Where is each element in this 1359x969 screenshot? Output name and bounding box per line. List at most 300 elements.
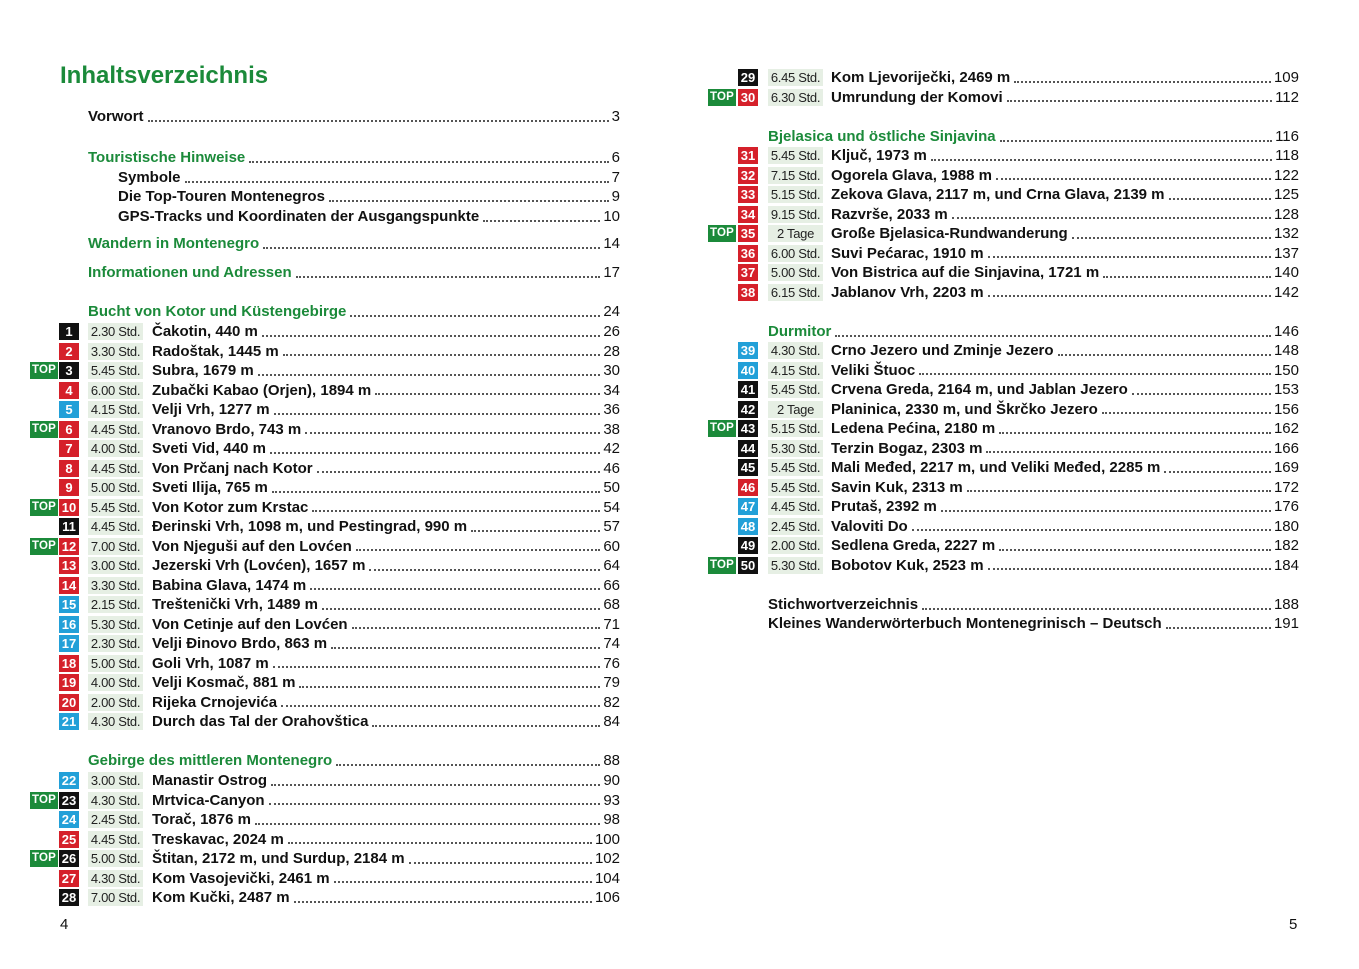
tour-title-row	[152, 693, 620, 713]
tour-number-badge: 23	[59, 792, 79, 809]
dot-leader	[322, 608, 600, 610]
tour-number-badge: 46	[738, 479, 758, 496]
entry-page-number: 150	[1273, 361, 1299, 379]
tour-duration: 3.30 Std.	[88, 343, 143, 360]
entry-page-number: 90	[603, 772, 620, 789]
tour-number-badge: 43	[738, 420, 758, 437]
tour-title-row	[152, 556, 620, 576]
dot-leader	[305, 432, 600, 434]
tour-entry[interactable]	[0, 322, 679, 342]
entry-page-number: 64	[603, 557, 620, 574]
entry-label: Sveti Vid, 440 m	[152, 440, 266, 457]
tour-duration: 2.45 Std.	[88, 811, 143, 828]
dot-leader	[1132, 393, 1271, 395]
tour-duration: 5.30 Std.	[768, 440, 823, 457]
toc-section-kotor[interactable]	[88, 302, 620, 322]
entry-label: Terzin Bogaz, 2303 m	[831, 439, 983, 457]
tour-duration: 3.00 Std.	[88, 557, 143, 574]
tour-title-row	[152, 615, 620, 635]
tour-entry[interactable]	[680, 517, 1359, 537]
dot-leader	[931, 159, 1272, 161]
tour-title-row	[831, 68, 1299, 88]
tour-entry[interactable]	[0, 517, 679, 537]
entry-label: Planinica, 2330 m, und Škrčko Jezero	[831, 400, 1098, 418]
tour-entry[interactable]	[0, 576, 679, 596]
dot-leader	[1169, 198, 1271, 200]
dot-leader	[294, 901, 592, 903]
entry-page-number: 36	[603, 401, 620, 418]
tour-entry[interactable]	[0, 771, 679, 791]
dot-leader	[258, 374, 601, 376]
tour-title-row	[152, 791, 620, 811]
dot-leader	[262, 335, 600, 337]
tour-duration: 5.45 Std.	[768, 381, 823, 398]
entry-label: Kom Ljevoriječki, 2469 m	[831, 69, 1011, 86]
entry-label: GPS-Tracks und Koordinaten der Ausgangspunkte	[118, 208, 480, 225]
tour-entry[interactable]	[0, 615, 679, 635]
page-number-right: 5	[1289, 916, 1298, 933]
tour-duration: 2.45 Std.	[768, 518, 823, 535]
entry-page-number: 109	[1273, 69, 1299, 86]
entry-label: Štitan, 2172 m, und Surdup, 2184 m	[152, 850, 405, 867]
tour-title-row	[831, 224, 1299, 244]
tour-entry[interactable]	[0, 654, 679, 674]
entry-page-number: 60	[603, 537, 620, 555]
entry-page-number: 30	[603, 362, 620, 379]
dot-leader	[271, 784, 600, 786]
dot-leader	[912, 529, 1271, 531]
entry-label: Vorwort	[88, 108, 144, 125]
tour-number-badge: 5	[59, 401, 79, 418]
tour-entry[interactable]	[0, 439, 679, 459]
dot-leader	[409, 862, 592, 864]
dot-leader	[269, 803, 601, 805]
tour-number-badge: 24	[59, 811, 79, 828]
entry-label: Suvi Pećarac, 1910 m	[831, 244, 984, 262]
entry-page-number: 169	[1273, 459, 1299, 476]
tour-number-badge: 47	[738, 498, 758, 515]
tour-title-row	[831, 263, 1299, 283]
tour-entry[interactable]	[680, 439, 1359, 459]
entry-page-number: 26	[603, 323, 620, 340]
tour-number-badge: 28	[59, 889, 79, 906]
entry-label: Zekova Glava, 2117 m, und Crna Glava, 2139 m	[831, 186, 1165, 203]
tour-title-row	[152, 634, 620, 654]
tour-duration: 4.45 Std.	[88, 460, 143, 477]
dot-leader	[375, 393, 600, 395]
entry-label: Crvena Greda, 2164 m, und Jablan Jezero	[831, 381, 1128, 398]
entry-page-number: 98	[603, 811, 620, 828]
entry-label: Informationen und Adressen	[88, 264, 292, 281]
entry-page-number: 191	[1273, 615, 1299, 632]
dot-leader	[310, 588, 600, 590]
tour-entry[interactable]	[680, 478, 1359, 498]
dot-leader	[273, 666, 601, 668]
dot-leader	[1058, 354, 1271, 356]
entry-page-number: 142	[1273, 283, 1299, 301]
entry-page-number: 76	[603, 654, 620, 672]
entry-label: Ključ, 1973 m	[831, 147, 927, 164]
dot-leader	[356, 549, 601, 551]
top-tour-badge: TOP	[30, 421, 58, 438]
tour-title-row	[831, 439, 1299, 459]
tour-entry[interactable]	[0, 830, 679, 850]
dot-leader	[283, 354, 601, 356]
tour-number-badge: 8	[59, 460, 79, 477]
dot-leader	[334, 881, 592, 883]
dot-leader	[299, 686, 600, 688]
tour-entry[interactable]	[680, 166, 1359, 186]
dot-leader	[272, 491, 600, 493]
tour-duration: 2.00 Std.	[768, 537, 823, 554]
dot-leader	[922, 608, 1271, 610]
tour-title-row	[831, 556, 1299, 576]
tour-title-row	[152, 888, 620, 908]
toc-entry[interactable]	[118, 187, 620, 207]
entry-page-number: 3	[611, 108, 620, 125]
entry-page-number: 14	[603, 235, 620, 252]
toc-section-entry[interactable]	[88, 234, 620, 254]
tour-entry[interactable]	[680, 224, 1359, 244]
dot-leader	[988, 295, 1271, 297]
tour-entry[interactable]	[680, 361, 1359, 381]
tour-duration: 6.30 Std.	[768, 89, 823, 106]
dot-leader	[350, 315, 600, 317]
tour-number-badge: 1	[59, 323, 79, 340]
tour-entry[interactable]	[680, 400, 1359, 420]
entry-label: Razvrše, 2033 m	[831, 205, 948, 223]
toc-section-mid[interactable]	[88, 751, 620, 771]
entry-label: Kleines Wanderwörterbuch Montenegrinisch – Deutsch	[768, 615, 1162, 632]
tour-entry[interactable]	[0, 849, 679, 869]
tour-duration: 5.30 Std.	[768, 557, 823, 574]
entry-page-number: 84	[603, 713, 620, 730]
tour-entry[interactable]	[0, 693, 679, 713]
tour-duration: 5.45 Std.	[768, 479, 823, 496]
dot-leader	[185, 181, 609, 183]
tour-duration: 4.30 Std.	[88, 792, 143, 809]
tour-number-badge: 31	[738, 147, 758, 164]
tour-number-badge: 42	[738, 401, 758, 418]
entry-page-number: 104	[594, 869, 620, 887]
tour-title-row	[152, 537, 620, 557]
entry-page-number: 7	[611, 169, 620, 186]
tour-entry[interactable]	[0, 459, 679, 479]
tour-number-badge: 37	[738, 264, 758, 281]
tour-duration: 4.15 Std.	[768, 362, 823, 379]
dot-leader	[372, 725, 600, 727]
dot-leader	[999, 549, 1271, 551]
entry-label: Treskavac, 2024 m	[152, 830, 284, 848]
entry-page-number: 137	[1273, 244, 1299, 262]
entry-label: Radoštak, 1445 m	[152, 342, 279, 360]
dot-leader	[1166, 627, 1271, 629]
tour-title-row	[831, 244, 1299, 264]
tour-entry[interactable]	[0, 595, 679, 615]
tour-number-badge: 17	[59, 635, 79, 652]
entry-page-number: 66	[603, 576, 620, 594]
tour-entry[interactable]	[680, 380, 1359, 400]
tour-entry[interactable]	[680, 205, 1359, 225]
top-tour-badge: TOP	[30, 850, 58, 867]
dot-leader	[1007, 100, 1272, 102]
toc-entry[interactable]	[768, 614, 1299, 634]
tour-number-badge: 15	[59, 596, 79, 613]
tour-entry[interactable]	[0, 498, 679, 518]
tour-entry[interactable]	[0, 869, 679, 889]
entry-page-number: 162	[1273, 420, 1299, 437]
tour-entry[interactable]	[680, 185, 1359, 205]
entry-page-number: 100	[594, 830, 620, 848]
dot-leader	[967, 490, 1271, 492]
tour-title-row	[831, 517, 1299, 537]
tour-title-row	[152, 459, 620, 479]
entry-label: Bucht von Kotor und Küstengebirge	[88, 303, 347, 320]
dot-leader	[941, 510, 1271, 512]
dot-leader	[249, 161, 608, 163]
entry-label: Sveti Ilija, 765 m	[152, 479, 268, 496]
entry-page-number: 82	[603, 693, 620, 711]
tour-entry[interactable]	[680, 88, 1359, 108]
tour-entry[interactable]	[0, 634, 679, 654]
entry-label: Von Kotor zum Krstac	[152, 498, 309, 516]
tour-entry[interactable]	[680, 419, 1359, 439]
dot-leader	[919, 373, 1271, 375]
entry-page-number: 50	[603, 479, 620, 496]
entry-page-number: 6	[611, 149, 620, 166]
top-tour-badge: TOP	[708, 225, 736, 242]
tour-entry[interactable]	[0, 537, 679, 557]
entry-label: Kom Vasojevički, 2461 m	[152, 869, 330, 887]
top-tour-badge: TOP	[708, 89, 736, 106]
tour-entry[interactable]	[680, 536, 1359, 556]
tour-title-row	[152, 654, 620, 674]
tour-number-badge: 39	[738, 342, 758, 359]
tour-entry[interactable]	[0, 791, 679, 811]
tour-entry[interactable]	[0, 712, 679, 732]
entry-page-number: 68	[603, 596, 620, 613]
entry-label: Velji Vrh, 1277 m	[152, 401, 270, 418]
entry-label: Ogorela Glava, 1988 m	[831, 166, 992, 184]
tour-duration: 4.30 Std.	[88, 713, 143, 730]
dot-leader	[270, 452, 600, 454]
entry-label: Ledena Pećina, 2180 m	[831, 420, 996, 437]
tour-duration: 5.45 Std.	[88, 362, 143, 379]
entry-page-number: 148	[1273, 342, 1299, 359]
entry-page-number: 166	[1273, 439, 1299, 457]
tour-number-badge: 29	[738, 69, 758, 86]
tour-duration: 2.30 Std.	[88, 323, 143, 340]
entry-page-number: 125	[1273, 186, 1299, 203]
tour-number-badge: 44	[738, 440, 758, 457]
tour-number-badge: 35	[738, 225, 758, 242]
tour-title-row	[152, 498, 620, 518]
tour-entry[interactable]	[680, 244, 1359, 264]
tour-duration: 4.15 Std.	[88, 401, 143, 418]
entry-label: Mali Međed, 2217 m, und Veliki Međed, 2285 m	[831, 459, 1161, 476]
tour-entry[interactable]	[0, 342, 679, 362]
dot-leader	[1102, 412, 1271, 414]
dot-leader	[312, 510, 600, 512]
tour-duration: 5.15 Std.	[768, 420, 823, 437]
tour-title-row	[831, 205, 1299, 225]
entry-label: Stichwortverzeichnis	[768, 596, 919, 613]
dot-leader	[835, 335, 1271, 337]
toc-entry[interactable]	[118, 168, 620, 188]
tour-number-badge: 32	[738, 167, 758, 184]
page-number-left: 4	[60, 916, 69, 933]
dot-leader	[1164, 471, 1271, 473]
toc-section-entry[interactable]	[88, 148, 620, 168]
tour-duration: 6.00 Std.	[88, 382, 143, 399]
tour-title-row	[831, 497, 1299, 517]
toc-entry[interactable]	[88, 107, 620, 127]
entry-page-number: 42	[603, 440, 620, 457]
tour-duration: 4.00 Std.	[88, 440, 143, 457]
tour-number-badge: 19	[59, 674, 79, 691]
entry-label: Prutaš, 2392 m	[831, 498, 937, 515]
toc-section-durmitor[interactable]	[768, 322, 1299, 342]
entry-label: Zubački Kabao (Orjen), 1894 m	[152, 381, 372, 399]
entry-page-number: 34	[603, 381, 620, 399]
tour-duration: 2 Tage	[768, 401, 823, 418]
tour-duration: 4.00 Std.	[88, 674, 143, 691]
entry-label: Symbole	[118, 169, 181, 186]
toc-section-bjelasica[interactable]	[768, 127, 1299, 147]
tour-number-badge: 21	[59, 713, 79, 730]
tour-number-badge: 27	[59, 870, 79, 887]
tour-number-badge: 40	[738, 362, 758, 379]
toc-entry[interactable]	[768, 595, 1299, 615]
tour-number-badge: 6	[59, 421, 79, 438]
top-tour-badge: TOP	[30, 538, 58, 555]
tour-number-badge: 48	[738, 518, 758, 535]
tour-entry[interactable]	[0, 361, 679, 381]
tour-duration: 2.00 Std.	[88, 694, 143, 711]
entry-label: Goli Vrh, 1087 m	[152, 654, 269, 672]
entry-page-number: 106	[594, 889, 620, 906]
dot-leader	[483, 220, 600, 222]
entry-label: Wandern in Montenegro	[88, 235, 260, 252]
tour-number-badge: 22	[59, 772, 79, 789]
tour-number-badge: 41	[738, 381, 758, 398]
dot-leader	[263, 247, 600, 249]
entry-page-number: 180	[1273, 517, 1299, 535]
tour-number-badge: 34	[738, 206, 758, 223]
tour-entry[interactable]	[680, 458, 1359, 478]
entry-label: Đerinski Vrh, 1098 m, und Pestingrad, 990 m	[152, 518, 468, 535]
tour-title-row	[831, 185, 1299, 205]
tour-duration: 3.00 Std.	[88, 772, 143, 789]
tour-duration: 6.00 Std.	[768, 245, 823, 262]
tour-title-row	[152, 361, 620, 381]
tour-entry[interactable]	[0, 400, 679, 420]
entry-page-number: 9	[611, 188, 620, 205]
tour-number-badge: 13	[59, 557, 79, 574]
dot-leader	[1072, 237, 1271, 239]
toc-entry[interactable]	[118, 207, 620, 227]
entry-page-number: 132	[1273, 225, 1299, 242]
entry-label: Babina Glava, 1474 m	[152, 576, 307, 594]
entry-label: Große Bjelasica-Rundwanderung	[831, 225, 1068, 242]
tour-entry[interactable]	[0, 420, 679, 440]
entry-page-number: 140	[1273, 264, 1299, 281]
tour-title-row	[831, 146, 1299, 166]
tour-entry[interactable]	[0, 381, 679, 401]
tour-title-row	[152, 712, 620, 732]
tour-number-badge: 7	[59, 440, 79, 457]
tour-title-row	[152, 420, 620, 440]
tour-entry[interactable]	[680, 497, 1359, 517]
entry-label: Velji Kosmač, 881 m	[152, 674, 296, 691]
tour-title-row	[831, 536, 1299, 556]
toc-section-entry[interactable]	[88, 263, 620, 283]
tour-title-row	[831, 380, 1299, 400]
tour-title-row	[152, 595, 620, 615]
tour-number-badge: 18	[59, 655, 79, 672]
entry-label: Bjelasica und östliche Sinjavina	[768, 128, 996, 145]
top-tour-badge: TOP	[30, 362, 58, 379]
entry-page-number: 172	[1273, 478, 1299, 496]
entry-label: Torač, 1876 m	[152, 811, 251, 828]
entry-label: Jezerski Vrh (Lovćen), 1657 m	[152, 557, 366, 574]
tour-entry[interactable]	[680, 146, 1359, 166]
tour-entry[interactable]	[0, 888, 679, 908]
entry-page-number: 71	[603, 615, 620, 633]
top-tour-badge: TOP	[708, 557, 736, 574]
dot-leader	[988, 256, 1271, 258]
tour-entry[interactable]	[680, 556, 1359, 576]
tour-entry[interactable]	[680, 68, 1359, 88]
entry-label: Von Njeguši auf den Lovćen	[152, 537, 352, 555]
entry-label: Durmitor	[768, 323, 832, 340]
tour-title-row	[831, 400, 1299, 420]
tour-title-row	[831, 458, 1299, 478]
tour-entry[interactable]	[680, 263, 1359, 283]
tour-number-badge: 2	[59, 343, 79, 360]
entry-page-number: 128	[1273, 205, 1299, 223]
tour-entry[interactable]	[680, 341, 1359, 361]
tour-duration: 4.45 Std.	[88, 831, 143, 848]
entry-page-number: 28	[603, 342, 620, 360]
tour-entry[interactable]	[680, 283, 1359, 303]
tour-entry[interactable]	[0, 478, 679, 498]
tour-title-row	[152, 869, 620, 889]
tour-title-row	[152, 400, 620, 420]
entry-page-number: 156	[1273, 400, 1299, 418]
top-tour-badge: TOP	[708, 420, 736, 437]
tour-entry[interactable]	[0, 810, 679, 830]
dot-leader	[996, 178, 1271, 180]
tour-number-badge: 10	[59, 499, 79, 516]
entry-page-number: 146	[1273, 323, 1299, 340]
tour-entry[interactable]	[0, 673, 679, 693]
tour-entry[interactable]	[0, 556, 679, 576]
tour-duration: 2.15 Std.	[88, 596, 143, 613]
tour-title-row	[152, 439, 620, 459]
entry-label: Gebirge des mittleren Montenegro	[88, 752, 333, 769]
tour-title-row	[152, 849, 620, 869]
tour-duration: 4.45 Std.	[88, 421, 143, 438]
tour-duration: 6.15 Std.	[768, 284, 823, 301]
tour-number-badge: 4	[59, 382, 79, 399]
entry-label: Rijeka Crnojevića	[152, 693, 278, 711]
tour-title-row	[831, 341, 1299, 361]
dot-leader	[148, 120, 609, 122]
dot-leader	[274, 413, 601, 415]
entry-label: Subra, 1679 m	[152, 362, 254, 379]
entry-page-number: 79	[603, 674, 620, 691]
